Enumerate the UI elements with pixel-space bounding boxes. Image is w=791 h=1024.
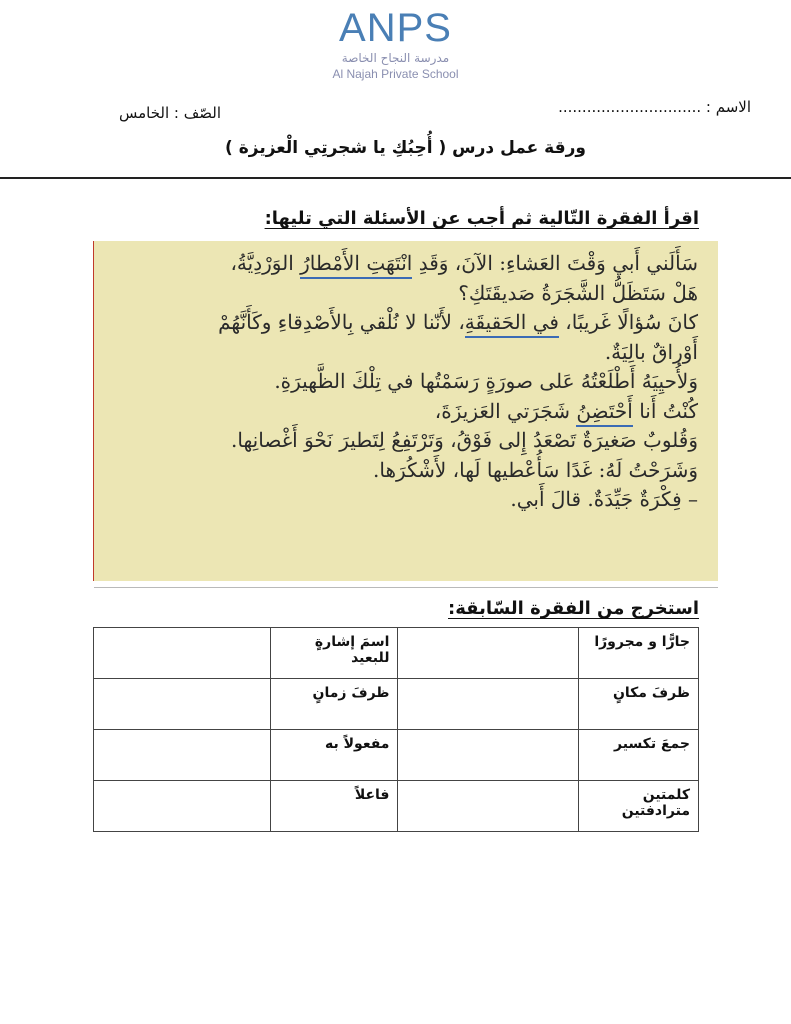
passage-line: كانَ سُؤالًا غَريبًا، في الحَقيقَةِ، لأَنّنا لا نُلْقي بِالأَصْدِقاءِ وكَأَنَّهُمْ <box>108 308 698 338</box>
answer-cell[interactable] <box>398 730 579 781</box>
question-label: فاعلاً <box>270 781 398 832</box>
passage-line: وَقُلوبٌ صَغيرَةٌ تَصْعَدُ إِلى فَوْقُ، وَتَرْتَفِعُ لِتَطيرَ نَحْوَ أَغْصانِها. <box>231 428 698 452</box>
passage-line: سَأَلَني أَبي وَقْتَ العَشاءِ: الآنَ، وَقَدِ انْتَهَتِ الأَمْطارُ الوَرْدِيَّةُ، <box>108 249 698 279</box>
answer-cell[interactable] <box>94 730 271 781</box>
table-row <box>94 628 699 679</box>
table-row <box>94 781 699 832</box>
passage-line: أَوْراقٌ بالِيَةٌ. <box>604 339 698 364</box>
reading-passage <box>94 241 718 581</box>
underlined-phrase: انْتَهَتِ الأَمْطارُ <box>300 251 412 279</box>
question-label: ظرفَ مكانٍ <box>579 679 699 730</box>
extract-heading: استخرج من الفقرة السّابقة: <box>448 598 699 619</box>
reading-instruction: اقرأ الفقرة التّالية ثم أجب عن الأسئلة التي تليها: <box>264 208 699 229</box>
answer-cell[interactable] <box>398 679 579 730</box>
logo-arabic-name: مدرسة النجاح الخاصة <box>341 51 450 65</box>
table-row <box>94 730 699 781</box>
student-name-field[interactable]: الاسم : .............................. <box>558 98 751 116</box>
grade-field: الصّف : الخامس <box>118 104 221 122</box>
question-label: ظرفَ زمانٍ <box>270 679 398 730</box>
answer-cell[interactable] <box>94 628 271 679</box>
passage-line: وَشَرَحْتُ لَهُ: غَدًا سَأُعْطيها لَها، لأَشْكُرَها. <box>373 457 698 482</box>
question-label: جارًّا و مجرورًا <box>579 628 699 679</box>
passage-bottom-rule <box>94 587 718 588</box>
worksheet-title: ورقة عمل درس ( أُحِبُكِ يا شجرتِي الْعزيزة ) <box>225 138 586 158</box>
logo-brand: ANPS <box>339 6 452 50</box>
passage-line: وَلأُحيِيَهُ أَطْلَعْتُهُ عَلى صورَةٍ رَسَمْتُها في تِلْكَ الظَّهيرَةِ. <box>274 369 698 393</box>
question-label: كلمتين مترادفتين <box>579 781 699 832</box>
underlined-phrase: في الحَقيقَةِ <box>465 310 559 338</box>
answer-cell[interactable] <box>94 679 271 730</box>
answer-cell[interactable] <box>94 781 271 832</box>
table-row <box>94 679 699 730</box>
header-divider <box>0 177 791 179</box>
answer-cell[interactable] <box>398 628 579 679</box>
logo-english-name: Al Najah Private School <box>332 67 459 81</box>
answer-table <box>93 627 699 832</box>
underlined-phrase: أَحْتَضِنُ <box>576 399 633 427</box>
question-label: اسمَ إشارةٍ للبعيد <box>270 628 398 679</box>
passage-line: – فِكْرَةٌ جَيِّدَةٌ. قالَ أَبي. <box>510 487 698 511</box>
school-logo <box>0 6 791 82</box>
passage-line: هَلْ سَتَظَلُّ الشَّجَرَةُ صَديقَتَكِ؟ <box>458 280 698 305</box>
question-label: مفعولاً به <box>270 730 398 781</box>
question-label: جمعَ تكسير <box>579 730 699 781</box>
answer-cell[interactable] <box>398 781 579 832</box>
passage-line: كُنْتُ أَنا أَحْتَضِنُ شَجَرَتي العَزيزَةَ، <box>108 397 698 427</box>
